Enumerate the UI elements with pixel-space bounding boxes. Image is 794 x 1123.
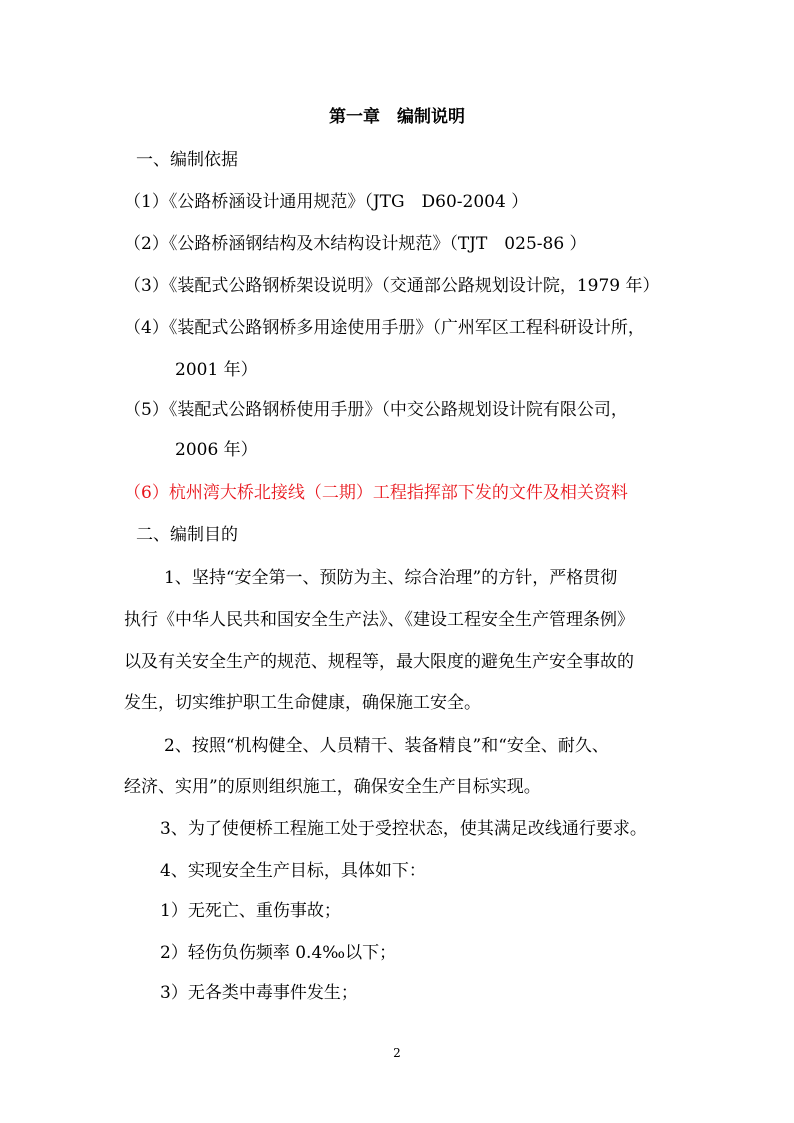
section-heading-basis: 一、编制依据 bbox=[136, 150, 238, 170]
basis-item-5: （5）《装配式公路钢桥使用手册》（中交公路规划设计院有限公司， bbox=[124, 400, 628, 420]
basis-item-1: （1）《公路桥涵设计通用规范》（JTG D60-2004 ） bbox=[124, 192, 529, 212]
purpose-p1-line1: 1、坚持“安全第一、预防为主、综合治理”的方针，严格贯彻 bbox=[164, 568, 618, 588]
basis-item-5-cont: 2006 年） bbox=[175, 440, 258, 460]
chapter-title: 第一章 编制说明 bbox=[329, 107, 465, 127]
basis-item-6: （6）杭州湾大桥北接线（二期）工程指挥部下发的文件及相关资料 bbox=[124, 483, 628, 503]
purpose-p4: 4、实现安全生产目标，具体如下： bbox=[160, 861, 426, 881]
purpose-p1-line4: 发生，切实维护职工生命健康，确保施工安全。 bbox=[124, 693, 481, 713]
basis-item-4: （4）《装配式公路钢桥多用途使用手册》（广州军区工程科研设计所， bbox=[124, 318, 645, 338]
target-item-3: 3）无各类中毒事件发生； bbox=[160, 983, 358, 1003]
purpose-p1-line3: 以及有关安全生产的规范、规程等，最大限度的避免生产安全事故的 bbox=[124, 652, 634, 672]
purpose-p2-line2: 经济、实用”的原则组织施工，确保安全生产目标实现。 bbox=[124, 777, 541, 797]
target-item-2: 2）轻伤负伤频率 0.4‰以下； bbox=[160, 943, 397, 963]
purpose-p2-line1: 2、按照“机构健全、人员精干、装备精良”和“安全、耐久、 bbox=[164, 736, 609, 756]
page-number: 2 bbox=[393, 1046, 401, 1060]
purpose-p3: 3、为了使便桥工程施工处于受控状态，使其满足改线通行要求。 bbox=[160, 819, 647, 839]
basis-item-3: （3）《装配式公路钢桥架设说明》（交通部公路规划设计院，1979 年） bbox=[124, 276, 660, 296]
section-heading-purpose: 二、编制目的 bbox=[136, 525, 238, 545]
purpose-p1-line2: 执行《中华人民共和国安全生产法》、《建设工程安全生产管理条例》 bbox=[124, 610, 634, 630]
basis-item-4-cont: 2001 年） bbox=[175, 360, 258, 380]
target-item-1: 1）无死亡、重伤事故； bbox=[160, 901, 341, 921]
basis-item-2: （2）《公路桥涵钢结构及木结构设计规范》（TJT 025-86 ） bbox=[124, 234, 587, 254]
